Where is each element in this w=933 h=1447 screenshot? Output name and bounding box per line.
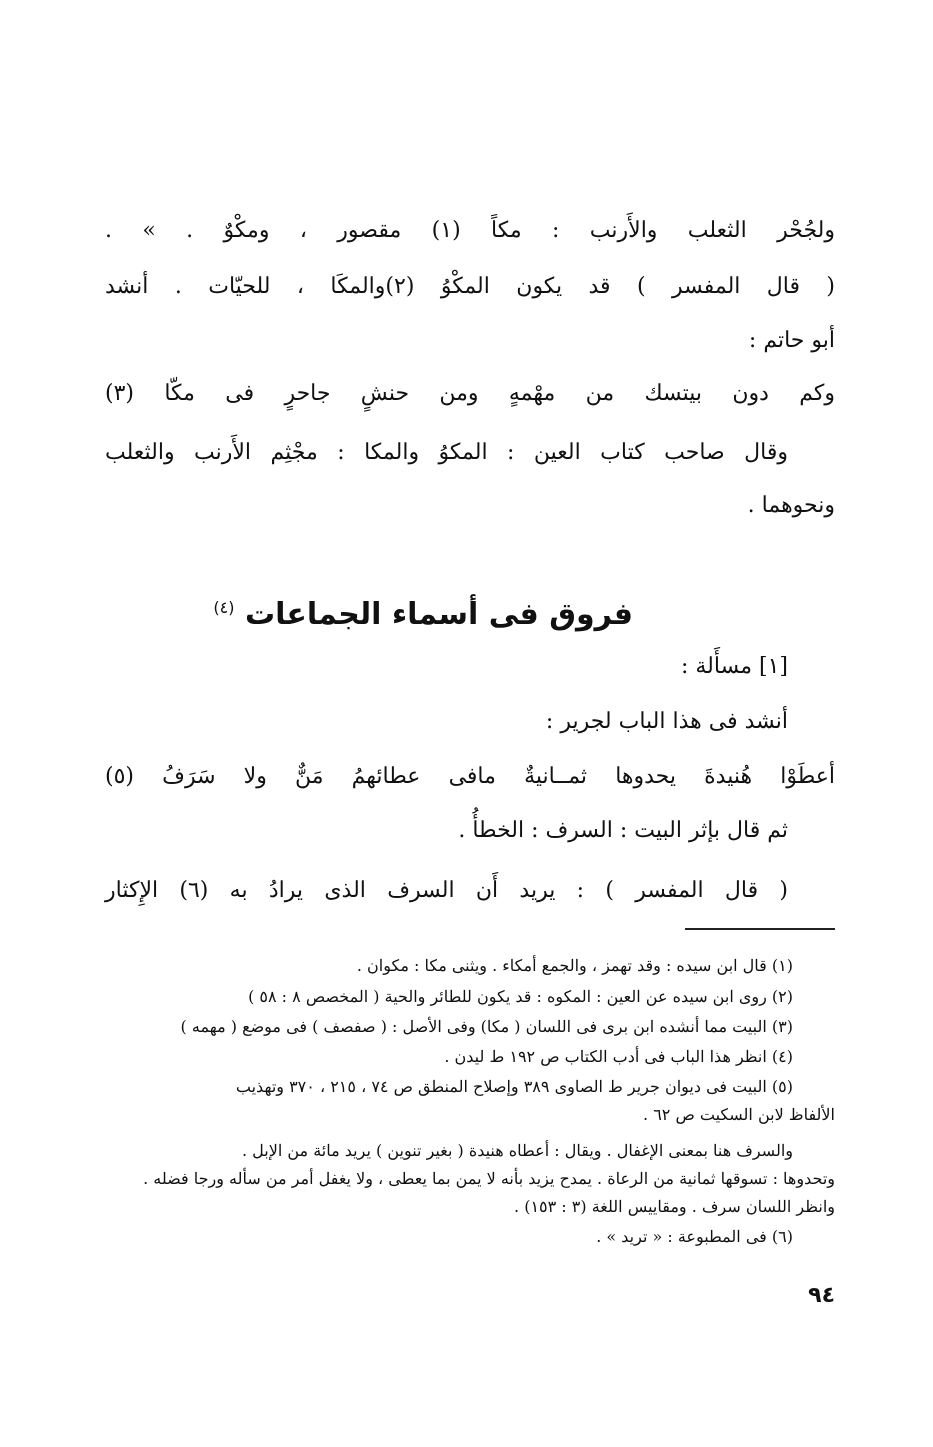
section-heading-footnote-ref: (٤) xyxy=(213,598,235,617)
text-line-4: وقال صاحب كتاب العين : المكوُ والمكا : مجْثِم الأَرنب والثعلب xyxy=(105,440,788,465)
footnote-5-note-c: وانظر اللسان سرف . ومقاييس اللغة (٣ : ١٥٣) . xyxy=(514,1197,835,1216)
text-line-3: أبو حاتم : xyxy=(748,328,835,353)
verse-line-2: أعطَوْا هُنيدةَ يحدوها ثمــانيةٌ مافى عطائهمُ مَنٌّ ولا سَرَفُ (٥) xyxy=(105,764,835,789)
text-line-5: ونحوهما . xyxy=(747,493,835,518)
text-line-2: ( قال المفسر ) قد يكون المكْوُ (٢)والمكَا ، للحيّات . أنشد xyxy=(105,274,836,299)
footnote-6: (٦) فى المطبوعة : « ترید » . xyxy=(596,1227,793,1246)
text-line-7: ( قال المفسر ) : يريد أَن السرف الذى يرادُ به (٦) الإِكثار xyxy=(105,878,788,903)
footnote-5: (٥) البيت فى ديوان جرير ط الصاوى ٣٨٩ وإصلاح المنطق ص ٧٤ ، ٢١٥ ، ٣٧٠ وتهذيب xyxy=(235,1077,793,1096)
page-number: ٩٤ xyxy=(808,1283,835,1308)
verse-line-1: وكم دون بيتسك من مهْمهٍ ومن حنشٍ جاحرٍ فى مكّا (٣) xyxy=(105,381,835,406)
text-line-1: ولجُحْر الثعلب والأَرنب : مكاً (١) مقصور ، ومكْوٌ . » . xyxy=(105,218,835,243)
text-line-6: ثم قال بإثر البيت : السرف : الخطأُ . xyxy=(458,818,788,843)
footnote-4: (٤) انظر هذا الباب فى أدب الكتاب ص ١٩٢ ط ليدن . xyxy=(444,1047,793,1066)
footnote-5-note-b: وتحدوها : تسوقها ثمانية من الرعاة . يمدح يزيد بأنه لا يمن بما يعطى ، ولا يغفل أمر من سأله ورجا فضله . xyxy=(143,1169,835,1188)
footnote-5-continuation: الألفاظ لابن السكيت ص ٦٢ . xyxy=(643,1105,835,1124)
footnote-divider xyxy=(685,928,835,930)
footnote-3: (٣) البيت مما أنشده ابن برى فى اللسان ( مكا) وفى الأصل : ( صفصف ) فى موضع ( مهمه ) xyxy=(180,1017,793,1036)
footnote-5-note-a: والسرف هنا بمعنى الإغفال . ويقال : أعطاه هنيدة ( بغير تنوين ) يريد مائة من الإبل . xyxy=(241,1141,793,1160)
issue-label: [١] مسأَلة : xyxy=(680,654,788,679)
footnote-1: (١) قال ابن سيده : وقد تهمز ، والجمع أمكاء . ويثنى مكا : مكوان . xyxy=(356,956,793,975)
footnote-2: (٢) روى ابن سيده عن العين : المكوه : قد يكون للطائر والحية ( المخصص ٨ : ٥٨ ) xyxy=(248,987,793,1006)
intro-line: أنشد فى هذا الباب لجرير : xyxy=(545,709,788,734)
section-heading-text: فروق فى أسماء الجماعات xyxy=(244,597,633,632)
section-heading xyxy=(213,588,633,635)
